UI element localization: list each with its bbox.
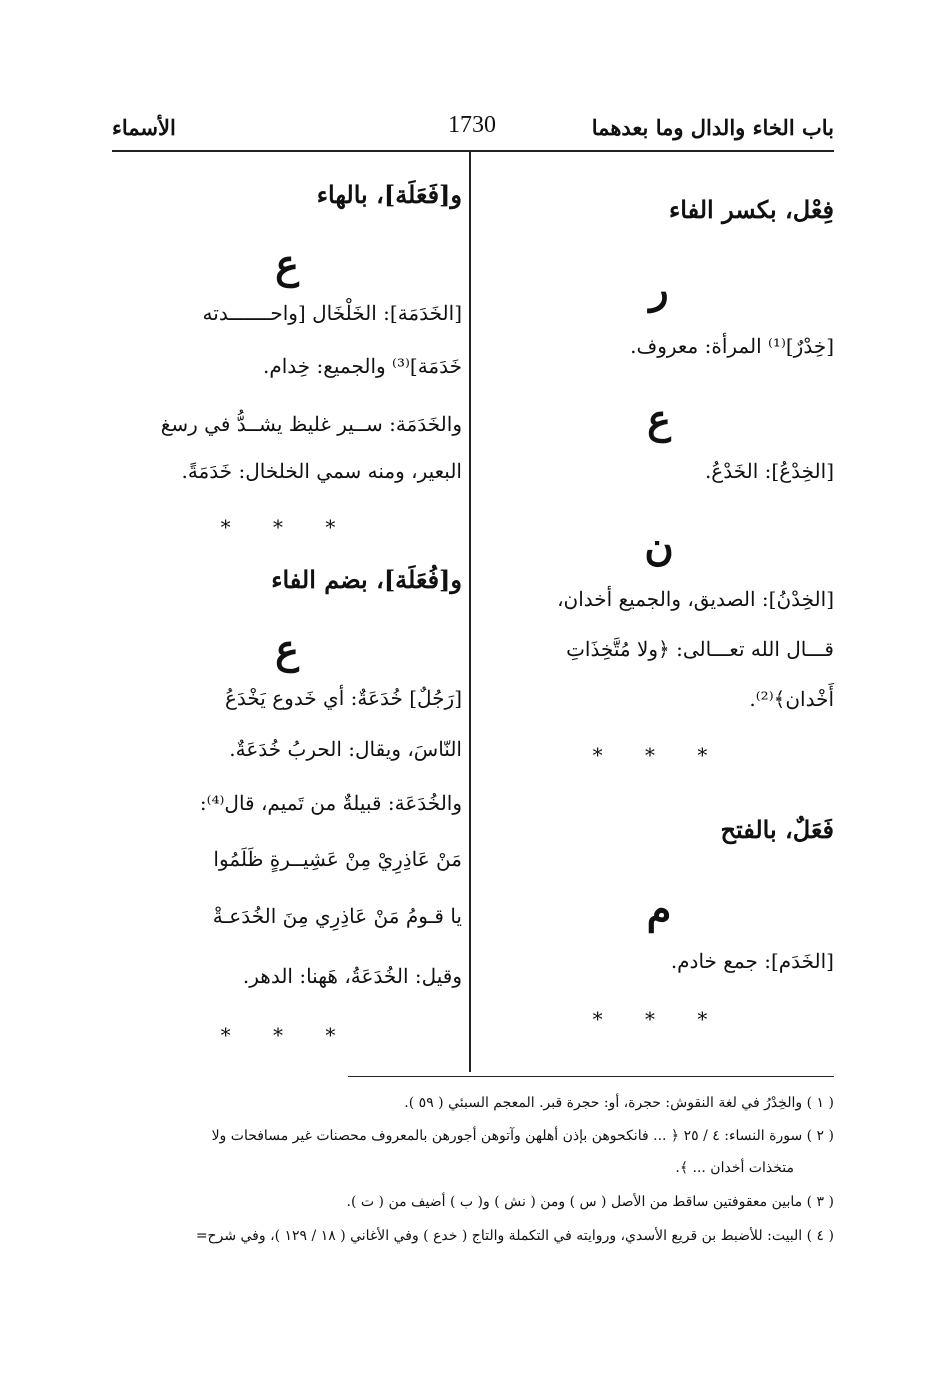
separator-stars: * * * xyxy=(592,1007,726,1031)
letter-heading: ع xyxy=(275,241,299,288)
letter-heading: ر xyxy=(649,266,669,313)
right-column xyxy=(484,155,834,1065)
verse-line: يا قـومُ مَنْ عَاذِرِي مِنَ الخُدَعـةْ xyxy=(212,904,462,928)
letter-heading: ع xyxy=(647,396,671,443)
footnote-1: ( ١ ) والخِدْرُ في لغة النقوش: حجرة، أو: حجرة قبر. المعجم السبئي ( ٥٩ ). xyxy=(404,1095,834,1111)
letter-heading: ن xyxy=(644,523,674,570)
entry-line: خَدَمَة]⁽³⁾ والجميع: خِدام. xyxy=(262,354,462,378)
section-title: فِعْل، بكسر الفاء xyxy=(669,195,834,224)
entry-line: النّاسَ، ويقال: الحربُ خُدَعَةٌ. xyxy=(229,737,462,761)
running-head-chapter: باب الخاء والدال وما بعدهما xyxy=(591,115,834,140)
entry: [الخِدْعُ]: الخَدْعُ. xyxy=(704,459,834,483)
entry-line: أَخْدان﴾⁽²⁾. xyxy=(749,687,834,711)
section-title: و[فَعَلَة]، بالهاء xyxy=(316,180,462,209)
section-title: فَعَلٌ، بالفتح xyxy=(720,815,834,844)
section-title: و[فُعَلَة]، بضم الفاء xyxy=(271,565,462,594)
entry: [الخَدَم]: جمع خادم. xyxy=(670,949,834,973)
entry-line: البعير، ومنه سمي الخلخال: خَدَمَةً. xyxy=(181,459,462,483)
left-column xyxy=(112,155,462,1065)
footnote-4: ( ٤ ) البيت: للأضبط بن قريع الأسدي، وروايته في التكملة والتاج ( خدع ) وفي الأغاني ( ١٨ / ١٢٩ )، وفي شرح= xyxy=(195,1228,834,1244)
entry-line: [رَجُلٌ] خُدَعَةٌ: أي خَدوع يَخْدَعُ xyxy=(224,686,462,710)
entry-line: قـــال الله تعـــالى: ﴿ولا مُتَّخِذَاتِ xyxy=(566,637,834,661)
footnote-2: ( ٢ ) سورة النساء: ٤ / ٢٥ ﴿ ... فانكحوهن بإذن أهلهن وآتوهن أجورهن بالمعروف محصنات غير مسافحات ولا xyxy=(211,1128,834,1144)
footnote-2-continued: متخذات أخدان ... ﴾. xyxy=(675,1160,794,1176)
entry: [خِدْرٌ]⁽¹⁾ المرأة: معروف. xyxy=(630,334,834,358)
entry-line: والخَدَمَة: ســير غليظ يشــدُّ في رسغ xyxy=(160,412,462,436)
header-rule xyxy=(112,150,834,152)
separator-stars: * * * xyxy=(220,1023,354,1047)
letter-heading: ع xyxy=(275,626,299,673)
footnote-3: ( ٣ ) مابين معقوفتين ساقط من الأصل ( س ) ومن ( نش ) و( ب ) أضيف من ( ت ). xyxy=(346,1194,834,1210)
entry-line: والخُدَعَة: قبيلةٌ من تَميم، قال⁽⁴⁾: xyxy=(199,791,462,815)
verse-line: مَنْ عَاذِرِيْ مِنْ عَشِيــرةٍ ظَلَمُوا xyxy=(213,847,462,871)
separator-stars: * * * xyxy=(220,515,354,539)
footnote-rule xyxy=(348,1076,834,1077)
entry-line: وقيل: الخُدَعَةُ، هَهنا: الدهر. xyxy=(242,964,462,988)
running-head-section: الأسماء xyxy=(112,115,176,140)
letter-heading: م xyxy=(646,886,672,933)
entry-line: [الخِدْنُ]: الصديق، والجميع أخدان، xyxy=(557,587,834,611)
column-divider xyxy=(469,152,471,1072)
separator-stars: * * * xyxy=(592,743,726,767)
page-number: 1730 xyxy=(448,112,496,138)
entry-line: [الخَدَمَة]: الخَلْخَال [واحـــــــدته xyxy=(202,301,462,325)
